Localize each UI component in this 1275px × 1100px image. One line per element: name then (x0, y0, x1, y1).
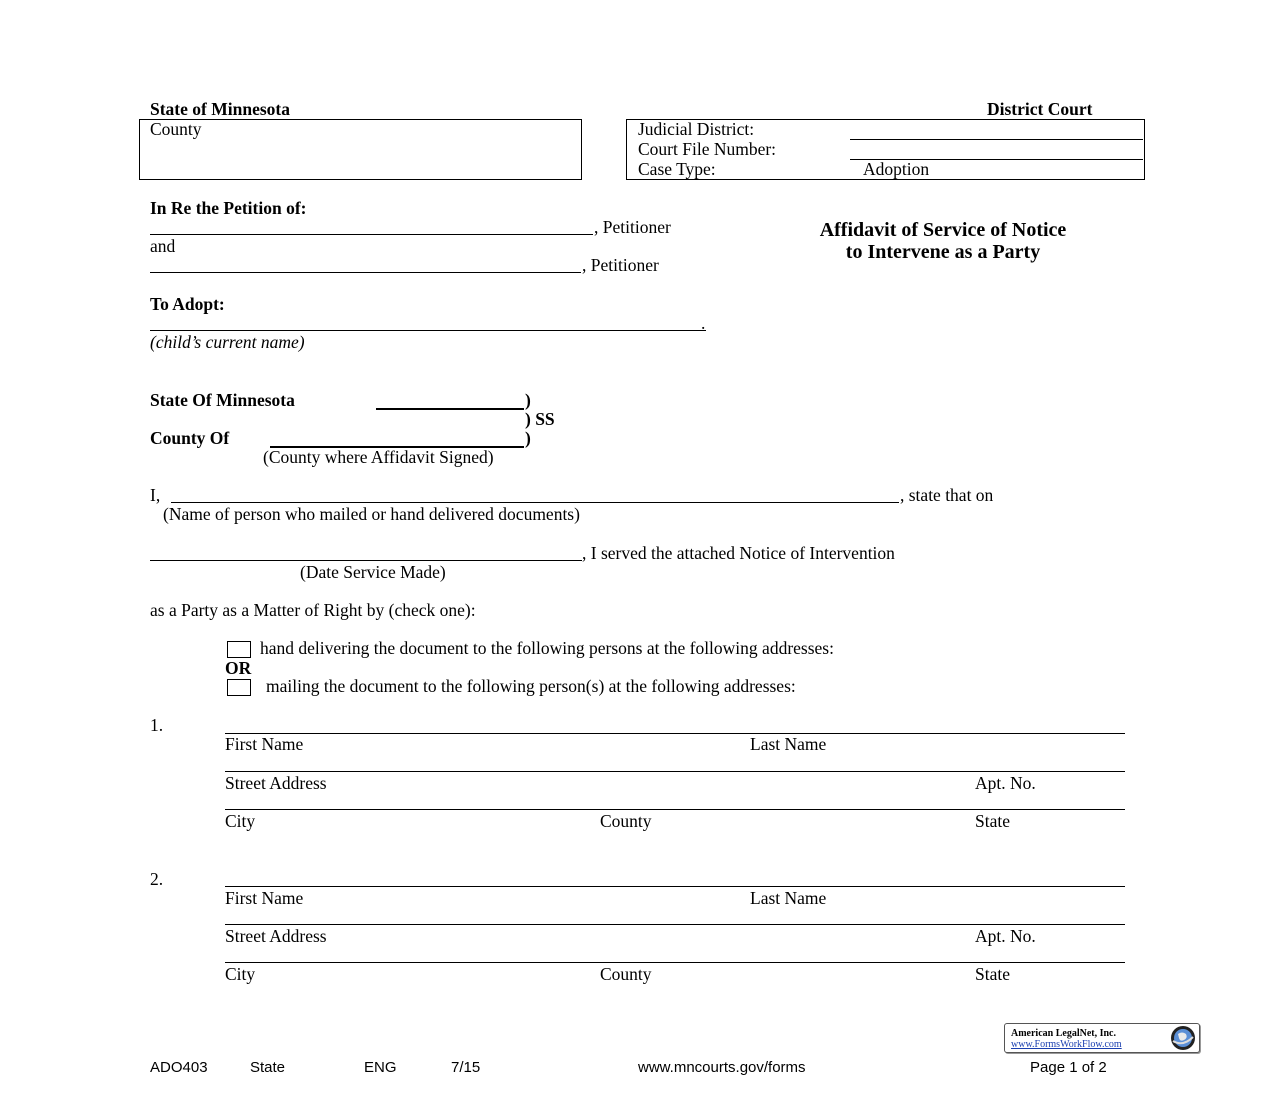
venue-county-hint: (County where Affidavit Signed) (263, 447, 494, 467)
and-label: and (150, 236, 176, 256)
entry-1-street-line[interactable] (225, 771, 1125, 772)
footer-page-number: Page 1 of 2 (1030, 1059, 1107, 1076)
footer-revision: 7/15 (451, 1059, 481, 1076)
child-name-period: . (701, 313, 706, 333)
footer-language: ENG (364, 1059, 397, 1076)
entry-2-name-line[interactable] (225, 886, 1125, 887)
county-label: County (150, 119, 202, 139)
case-type-value: Adoption (863, 159, 930, 179)
mail-delivery-checkbox[interactable] (227, 679, 251, 696)
logo-company-name: American LegalNet, Inc. (1011, 1028, 1116, 1039)
entry-2-street-label: Street Address (225, 926, 327, 946)
petitioner-2-suffix: , Petitioner (582, 255, 659, 275)
footer-url[interactable]: www.mncourts.gov/forms (638, 1059, 806, 1076)
state-that-on-text: , state that on (900, 485, 994, 505)
in-re-label: In Re the Petition of: (150, 198, 307, 218)
judicial-district-field[interactable] (850, 139, 1143, 140)
entry-1-state-label: State (975, 811, 1010, 831)
venue-state-field[interactable] (376, 408, 524, 410)
entry-1-county-label: County (600, 811, 652, 831)
entry-1-street-label: Street Address (225, 773, 327, 793)
court-file-number-label: Court File Number: (638, 139, 777, 159)
entry-2-last-name-label: Last Name (750, 888, 827, 908)
or-separator: OR (225, 658, 252, 678)
entry-1-apt-label: Apt. No. (975, 773, 1036, 793)
venue-county-label: County Of (150, 428, 230, 448)
venue-ss: ) SS (525, 409, 555, 429)
to-adopt-label: To Adopt: (150, 294, 225, 314)
affiant-name-field[interactable] (171, 502, 899, 503)
form-title-line-2: to Intervene as a Party (845, 241, 1041, 263)
entry-2-number: 2. (150, 869, 164, 889)
service-date-hint: (Date Service Made) (300, 562, 446, 582)
form-title-line-1: Affidavit of Service of Notice (819, 219, 1067, 241)
american-legalnet-logo[interactable] (1004, 1023, 1200, 1053)
footer-jurisdiction: State (250, 1059, 286, 1076)
entry-1-last-name-label: Last Name (750, 734, 827, 754)
service-date-field[interactable] (150, 560, 582, 561)
court-heading: District Court (987, 99, 1093, 119)
affiant-prefix: I, (150, 485, 161, 505)
footer-form-id: ADO403 (150, 1059, 208, 1076)
globe-icon (1170, 1025, 1196, 1051)
entry-2-state-label: State (975, 964, 1010, 984)
county-box[interactable] (139, 119, 582, 180)
judicial-district-label: Judicial District: (638, 119, 755, 139)
venue-paren-2: ) (525, 428, 531, 448)
venue-state-label: State Of Minnesota (150, 390, 295, 410)
entry-1-name-line[interactable] (225, 733, 1125, 734)
entry-1-city-label: City (225, 811, 256, 831)
petitioner-2-field[interactable] (150, 272, 581, 273)
petitioner-1-suffix: , Petitioner (594, 217, 671, 237)
entry-2-city-line[interactable] (225, 962, 1125, 963)
affiant-name-hint: (Name of person who mailed or hand delivered documents) (163, 504, 580, 524)
entry-1-first-name-label: First Name (225, 734, 304, 754)
child-name-field[interactable] (150, 330, 706, 331)
entry-1-city-line[interactable] (225, 809, 1125, 810)
child-name-hint: (child’s current name) (150, 332, 305, 352)
entry-2-first-name-label: First Name (225, 888, 304, 908)
hand-delivery-label: hand delivering the document to the following persons at the following addresses: (260, 638, 834, 658)
logo-url-link[interactable]: www.FormsWorkFlow.com (1011, 1039, 1122, 1050)
case-type-label: Case Type: (638, 159, 716, 179)
entry-2-city-label: City (225, 964, 256, 984)
served-notice-text: , I served the attached Notice of Intervention (582, 543, 895, 563)
entry-1-number: 1. (150, 715, 164, 735)
mail-delivery-label: mailing the document to the following person(s) at the following addresses: (266, 676, 796, 696)
entry-2-street-line[interactable] (225, 924, 1125, 925)
entry-2-apt-label: Apt. No. (975, 926, 1036, 946)
hand-delivery-checkbox[interactable] (227, 641, 251, 658)
venue-paren-1: ) (525, 390, 531, 410)
state-heading: State of Minnesota (150, 99, 290, 119)
as-party-text: as a Party as a Matter of Right by (check one): (150, 600, 476, 620)
petitioner-1-field[interactable] (150, 234, 593, 235)
entry-2-county-label: County (600, 964, 652, 984)
